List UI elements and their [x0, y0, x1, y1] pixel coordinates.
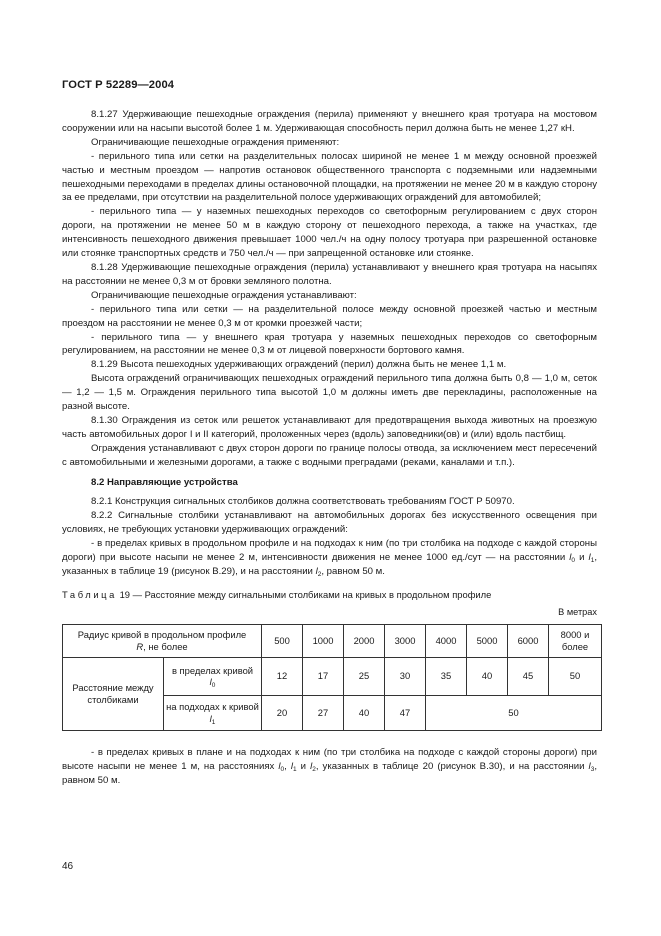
paragraph: Ограждения устанавливают с двух сторон дороги по границе полосы отвода, за исключением мест пересечений с автомобильными и железными дорогами, а также с водными преградами (реками, каналами и т.п.).	[62, 442, 597, 468]
header-cell: 2000	[344, 624, 385, 657]
paragraph: 8.1.28 Удерживающие пешеходные ограждения (перила) устанавливают у внешнего края тротуара на насыпях на расстоянии не менее 0,3 м от бровки земляного полотна.	[62, 261, 597, 287]
table-cell: 50	[549, 657, 602, 695]
table-cell: 30	[385, 657, 426, 695]
table-cell: 20	[262, 695, 303, 730]
table-cell: 12	[262, 657, 303, 695]
document-body	[62, 108, 597, 787]
row-group-cell: Расстояние между столбиками	[63, 657, 164, 730]
section-title: 8.2 Направляющие устройства	[91, 476, 238, 488]
paragraph: 8.2.1 Конструкция сигнальных столбиков должна соответствовать требованиям ГОСТ Р 50970.	[91, 496, 515, 508]
header-cell: 1000	[303, 624, 344, 657]
paragraph: 8.2.2 Сигнальные столбики устанавливают на автомобильных дорогах без искусственного освещения при условиях, не требующих установки удерживающих ограждений:	[62, 510, 597, 536]
paragraph: - перильного типа — у внешнего края тротуара у наземных пешеходных переходов со светофорным регулированием, на расстоянии не менее 0,3 м от лицевой поверхности бортового камня.	[62, 331, 597, 357]
table-row	[63, 657, 602, 695]
header-cell: 500	[262, 624, 303, 657]
header-cell: Радиус кривой в продольном профиле R, не более	[63, 624, 262, 657]
paragraph: - перильного типа или сетки — на разделительной полосе между основной проезжей частью и местным проездом на расстоянии не менее 0,3 м от кромки проезжей части;	[62, 303, 597, 329]
table-cell: 25	[344, 657, 385, 695]
row-label-cell: в пределах кривой $l_0$	[164, 657, 262, 695]
paragraph: - в пределах кривых в плане и на подходах к ним (по три столбика на подходе с каждой стороны дороги) при высоте насыпи не менее 1 м, на расстояниях $l_0$, $l_1$ и $l_2$, указанных в таблице 20 (рисунок В.30), и на расстоянии $l_3$, равном 50 м.	[62, 746, 597, 786]
table-cell: 40	[344, 695, 385, 730]
header-cell: 4000	[426, 624, 467, 657]
table-cell: 47	[385, 695, 426, 730]
table-cell: 45	[508, 657, 549, 695]
header-cell: 8000 и более	[549, 624, 602, 657]
header-cell: 5000	[467, 624, 508, 657]
data-table	[62, 624, 602, 731]
table-cell: 17	[303, 657, 344, 695]
table-units: В метрах	[558, 606, 597, 617]
paragraph: Ограничивающие пешеходные ограждения применяют:	[91, 136, 340, 148]
row-label-cell: на подходах к кривой $l_1$	[164, 695, 262, 730]
table-cell: 40	[467, 657, 508, 695]
paragraph: 8.1.29 Высота пешеходных удерживающих ограждений (перил) должна быть не менее 1,1 м.	[91, 359, 507, 371]
table-cell: 27	[303, 695, 344, 730]
paragraph: - перильного типа или сетки на разделительных полосах шириной не менее 1 м между основной проезжей частью и местным проездом — напротив остановок общественного транспорта с подземными или надземными пешеходными переходами в пределах длины остановочной площадки, на протяжении не менее 20 м в каждую сторону за ее пределами, при отсутствии на разделительной полосе удерживающих ограждений для автомобилей;	[62, 150, 597, 204]
paragraph: 8.1.27 Удерживающие пешеходные ограждения (перила) применяют у внешнего края тротуара на мостовом сооружении или на насыпи высотой более 1 м. Удерживающая способность перил должна быть не менее 1,27 кН.	[62, 109, 597, 134]
paragraph: - перильного типа — у наземных пешеходных переходов со светофорным регулированием с двух сторон дороги, на протяжении не менее 50 м в каждую сторону от пешеходного перехода, а также на участках, где интенсивность пешеходного движения превышает 1000 чел./ч на одну полосу тротуара при разрешенной остановке или стоянке транспортных средств и 750 чел./ч — при запрещенной остановке или стоянке.	[62, 206, 597, 260]
paragraph: Ограничивающие пешеходные ограждения устанавливают:	[91, 289, 357, 301]
document-header: ГОСТ Р 52289—2004	[62, 79, 175, 91]
table-caption: Таблица 19 — Расстояние между сигнальными столбиками на кривых в продольном профиле	[62, 588, 492, 600]
paragraph: 8.1.30 Ограждения из сеток или решеток устанавливают для предотвращения выхода животных на проезжую часть автомобильных дорог I и II категорий, проложенных через (вдоль) заповедники(ов) и (или) вдоль пастбищ.	[62, 414, 597, 440]
table-cell-merged: 50	[426, 695, 602, 730]
paragraph: Высота ограждений ограничивающих пешеходных ограждений перильного типа должна быть 0,8 — 1,0 м, сеток — 1,2 — 1,5 м. Ограждения перильного типа высотой 1,0 м должны иметь две перекладины, расположенные на разной высоте.	[62, 373, 597, 413]
header-cell: 6000	[508, 624, 549, 657]
table-cell: 35	[426, 657, 467, 695]
paragraph: - в пределах кривых в продольном профиле и на подходах к ним (по три столбика на подходе с каждой стороны дороги) при высоте насыпи не менее 2 м, интенсивности движения не менее 1000 ед./сут — на расстоянии $l_0$ и $l_1$, указанных в таблице 19 (рисунок В.29), и на расстоянии $l_2$, равном 50 м.	[62, 538, 597, 578]
page-number: 46	[62, 861, 74, 872]
table-header-row	[63, 624, 602, 657]
header-cell: 3000	[385, 624, 426, 657]
